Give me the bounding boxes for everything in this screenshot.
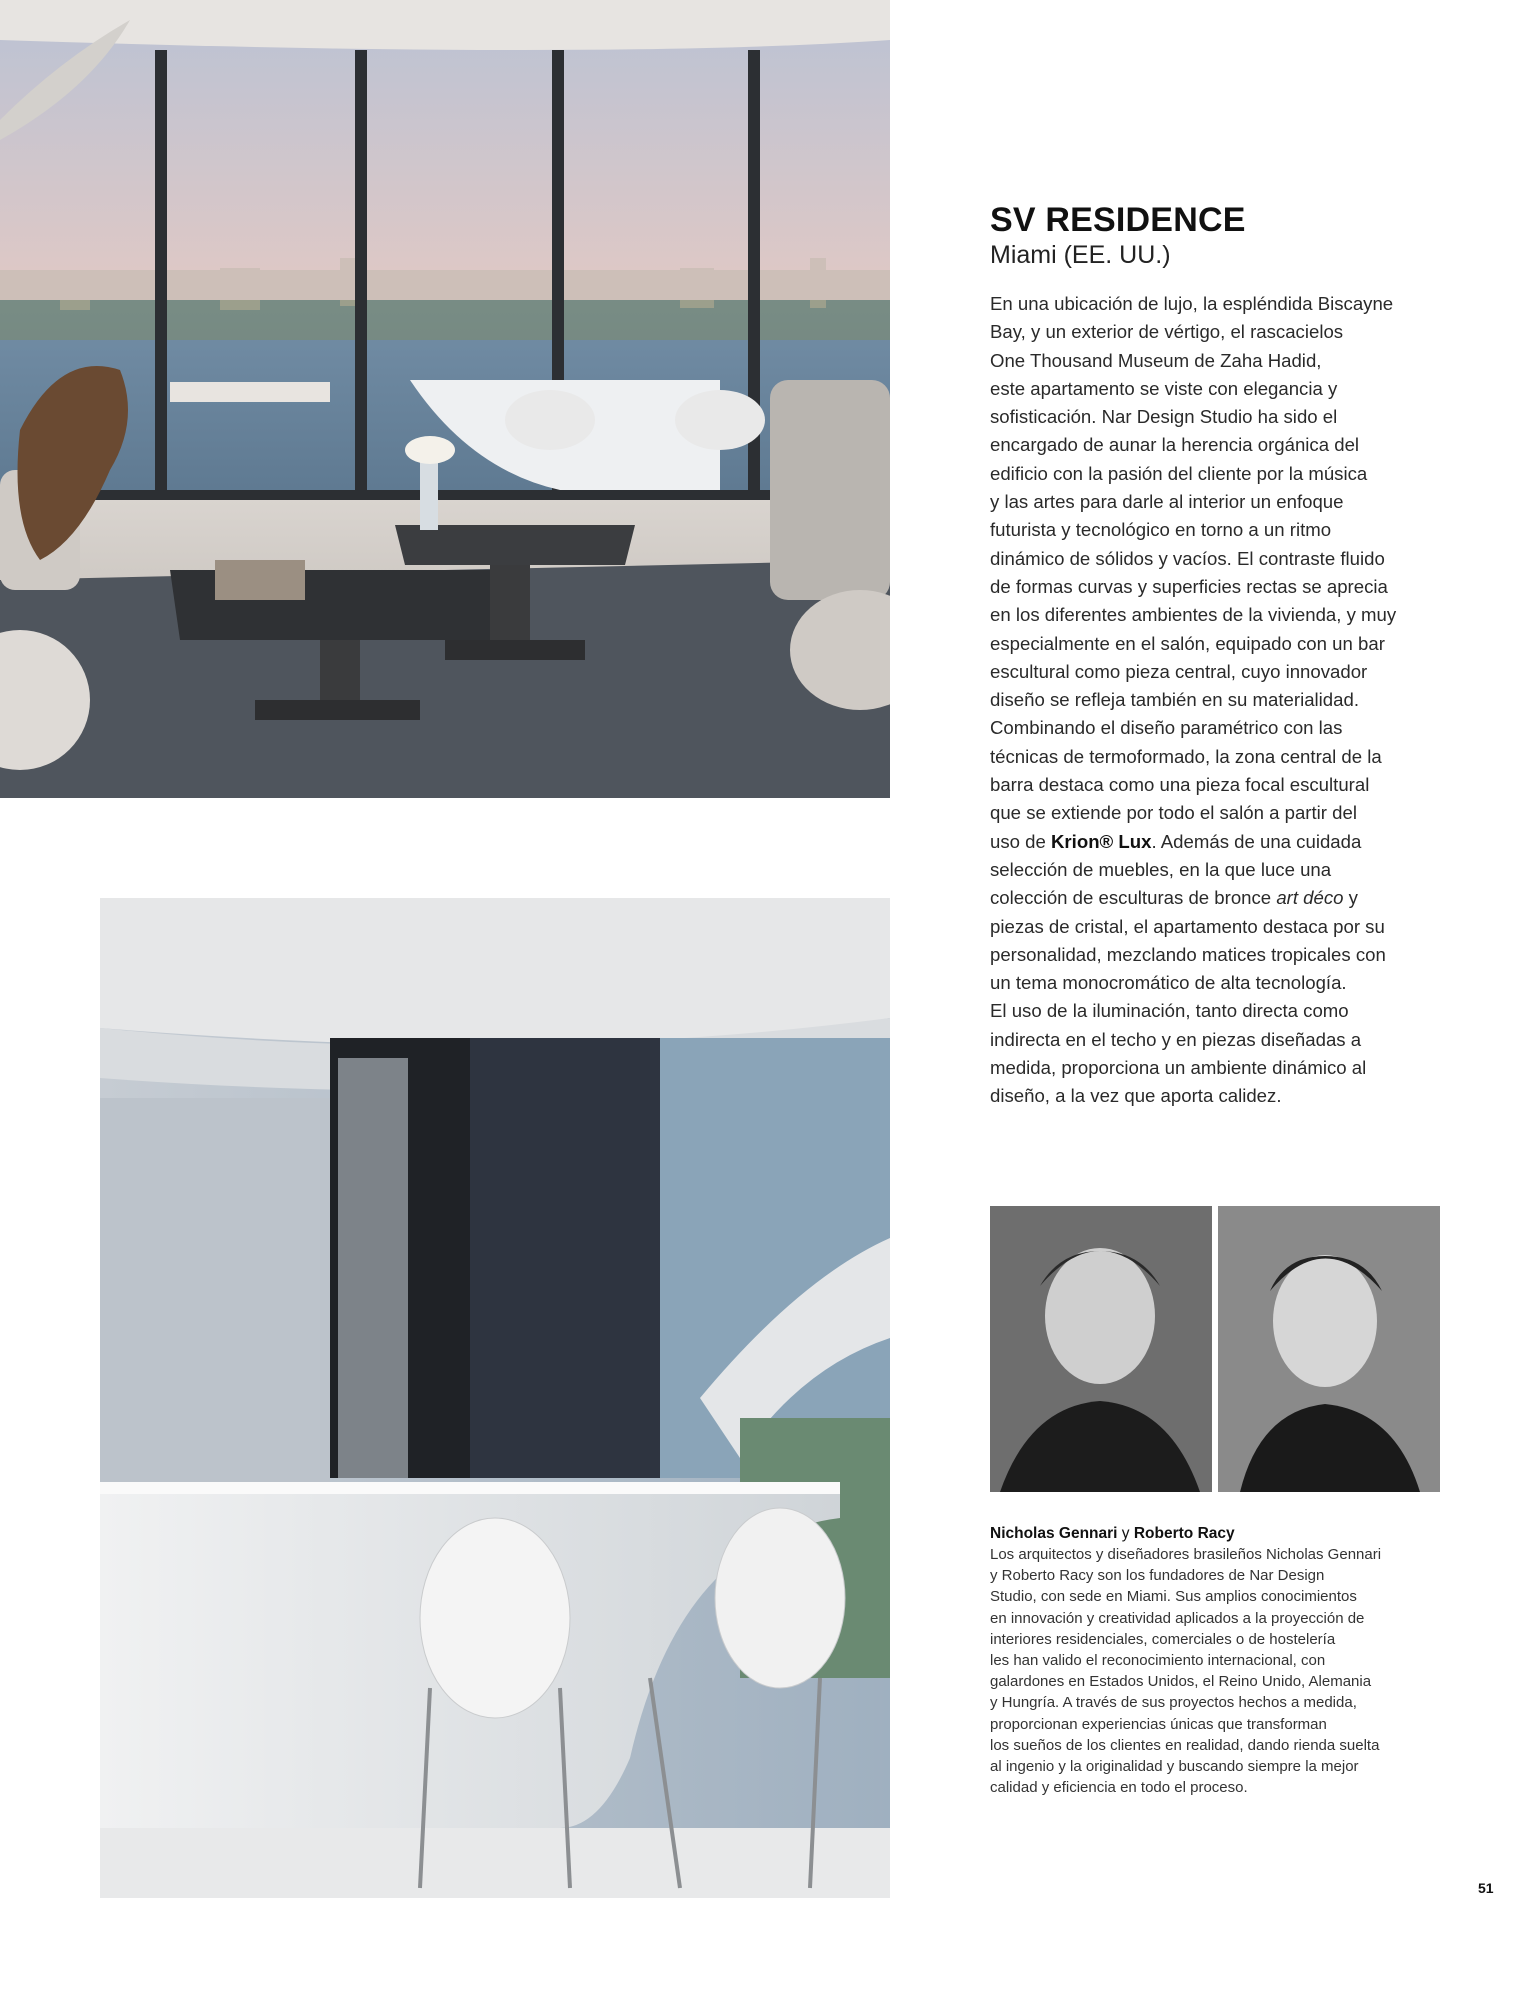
article-line [990, 884, 1440, 912]
bio-line: y Hungría. A través de sus proyectos hechos a medida, [990, 1694, 1357, 1712]
italic-term: art déco [1276, 887, 1344, 909]
designers-bio [990, 1523, 1440, 1798]
bio-line: Los arquitectos y diseñadores brasileños Nicholas Gennari [990, 1546, 1382, 1563]
bio-line: Studio, con sede en Miami. Sus amplios conocimientos [990, 1588, 1357, 1606]
article-line: indirecta en el techo y en piezas diseñadas a [990, 1028, 1362, 1050]
article-line: futurista y tecnológico en torno a un ritmo [990, 519, 1332, 541]
bio-line: proporcionan experiencias únicas que transforman [990, 1715, 1327, 1733]
article-line: dinámico de sólidos y vacíos. El contraste fluido [990, 547, 1385, 569]
article-line: barra destaca como una pieza focal escultural [990, 774, 1370, 796]
text-run: colección de esculturas de bronce [990, 887, 1277, 909]
article-line: que se extiende por todo el salón a partir del [990, 802, 1357, 824]
bio-line: galardones en Estados Unidos, el Reino Unido, Alemania [990, 1673, 1372, 1691]
article [990, 200, 1440, 1111]
article-line: sofisticación. Nar Design Studio ha sido el [990, 406, 1338, 428]
article-title: SV RESIDENCE [990, 201, 1246, 239]
article-line: personalidad, mezclando matices tropicales con [990, 943, 1386, 965]
bio-line: los sueños de los clientes en realidad, dando rienda suelta [990, 1736, 1380, 1754]
bar-photo [100, 898, 890, 1898]
brand-name: Krion® Lux [1051, 830, 1152, 852]
bio-text [990, 1544, 1440, 1798]
text-run: uso de [990, 830, 1051, 852]
article-line: edificio con la pasión del cliente por la música [990, 462, 1368, 484]
designers-portrait-photo [990, 1206, 1440, 1492]
living-room-photo [0, 0, 890, 798]
article-line: diseño se refleja también en su materialidad. [990, 689, 1359, 711]
bio-line: en innovación y creatividad aplicados a la proyección de [990, 1609, 1365, 1627]
bio-line: al ingenio y la originalidad y buscando siempre la mejor [990, 1758, 1359, 1776]
article-line: piezas de cristal, el apartamento destaca por su [990, 915, 1385, 937]
article-line: en los diferentes ambientes de la vivienda, y muy [990, 604, 1397, 626]
bio-line: les han valido el reconocimiento internacional, con [990, 1652, 1326, 1670]
article-line: este apartamento se viste con elegancia y [990, 377, 1338, 399]
article-line: En una ubicación de lujo, la espléndida Biscayne [990, 293, 1394, 314]
article-line: un tema monocromático de alta tecnología. [990, 972, 1347, 994]
article-line: y las artes para darle al interior un enfoque [990, 491, 1344, 513]
article-line: encargado de aunar la herencia orgánica del [990, 434, 1360, 456]
text-run: y [1343, 887, 1358, 909]
article-subtitle: Miami (EE. UU.) [990, 241, 1171, 269]
text-run: . Además de una cuidada [1151, 830, 1362, 852]
article-line: técnicas de termoformado, la zona central de la [990, 745, 1382, 767]
bio-heading [990, 1523, 1440, 1544]
page-number: 51 [1478, 1880, 1494, 1896]
article-line: especialmente en el salón, equipado con un bar [990, 632, 1385, 654]
article-line: de formas curvas y superficies rectas se aprecia [990, 575, 1388, 597]
article-line: Bay, y un exterior de vértigo, el rascacielos [990, 321, 1344, 343]
bio-line: calidad y eficiencia en todo el proceso. [990, 1779, 1248, 1797]
article-line: One Thousand Museum de Zaha Hadid, [990, 349, 1322, 371]
bio-line: interiores residenciales, comerciales o de hostelería [990, 1630, 1336, 1648]
article-line: diseño, a la vez que aporta calidez. [990, 1085, 1282, 1107]
bio-line: y Roberto Racy son los fundadores de Nar Design [990, 1567, 1325, 1585]
article-line: medida, proporciona un ambiente dinámico al [990, 1057, 1367, 1079]
designer-name: Nicholas Gennari [990, 1525, 1118, 1542]
designer-name: Roberto Racy [1133, 1525, 1235, 1542]
article-line [990, 828, 1440, 856]
article-line: Combinando el diseño paramétrico con las [990, 717, 1343, 739]
article-line: escultural como pieza central, cuyo innovador [990, 660, 1368, 682]
article-body [990, 290, 1440, 1111]
article-line: El uso de la iluminación, tanto directa como [990, 1000, 1349, 1022]
conjunction: y [1117, 1525, 1134, 1542]
article-line: selección de muebles, en la que luce una [990, 858, 1332, 880]
